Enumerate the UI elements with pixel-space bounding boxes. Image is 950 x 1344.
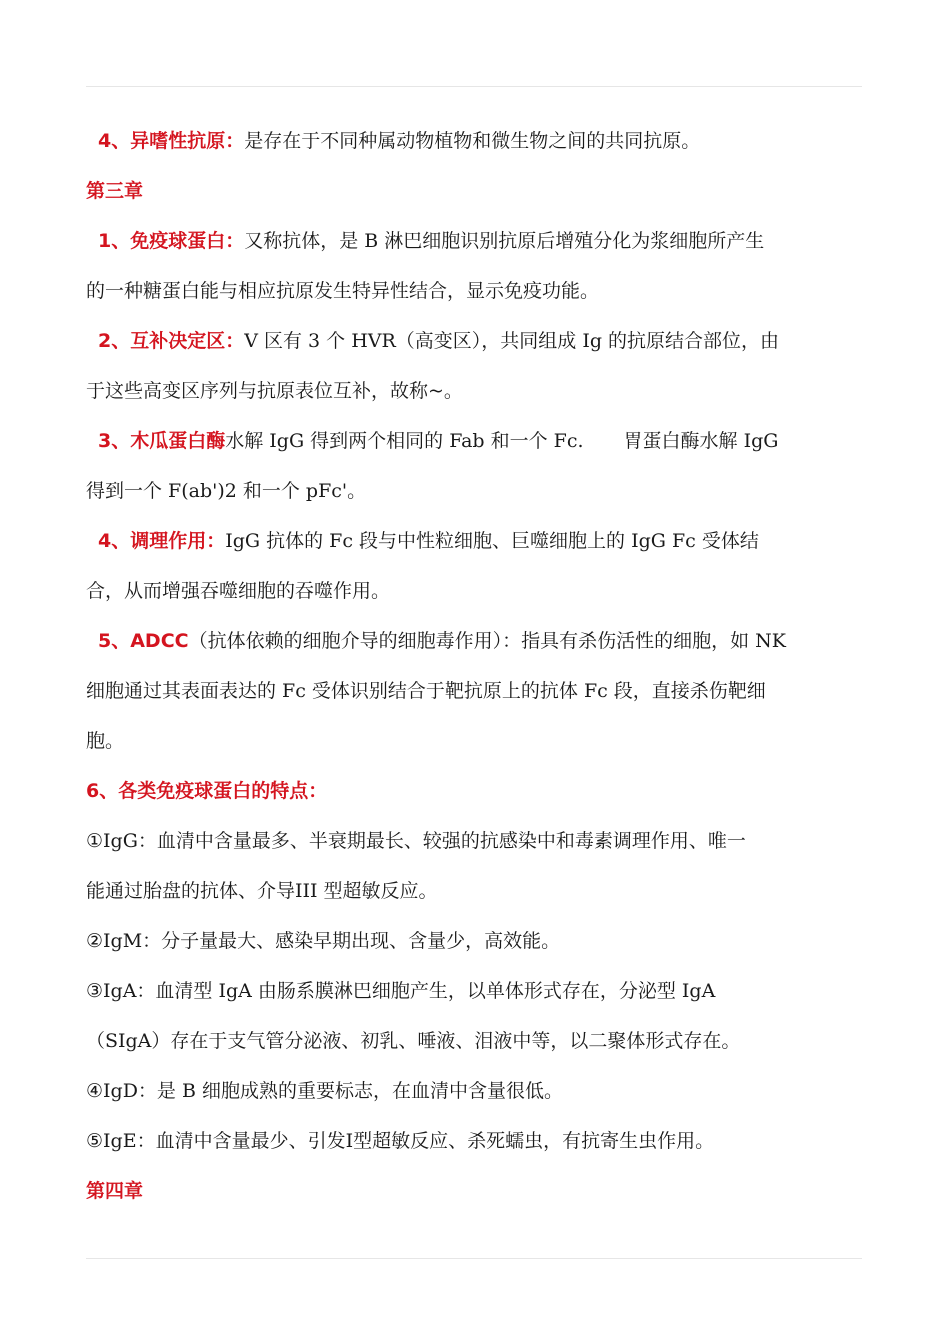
opsonization-paragraph [86, 516, 862, 566]
cdr-text-2: 于这些高变区序列与抗原表位互补，故称~。 [86, 380, 463, 402]
igg-text-2: 能通过胎盘的抗体、介导ⅠII 型超敏反应。 [86, 880, 438, 902]
adcc-text-2: 细胞通过其表面表达的 Fc 受体识别结合于靶抗原上的抗体 Fc 段，直接杀伤靶细 [86, 680, 766, 702]
immunoglobulin-text-1: 又称抗体，是 B 淋巴细胞识别抗原后增殖分化为浆细胞所产生 [244, 230, 765, 252]
term-opsonization: 4、调理作用： [98, 530, 226, 552]
ige-text: ⑤IgE：血清中含量最少、引发Ⅰ型超敏反应、杀死蠕虫，有抗寄生虫作用。 [86, 1130, 715, 1152]
adcc-paragraph [86, 616, 862, 666]
adcc-text-1: （抗体依赖的细胞介导的细胞毒作用）：指具有杀伤活性的细胞，如 NK [188, 630, 786, 652]
papain-paragraph [86, 416, 862, 466]
papain-text-2: 得到一个 F(ab')2 和一个 pFc'。 [86, 480, 367, 502]
chapter-4-heading: 第四章 [86, 1180, 144, 1202]
igm-text: ②IgM：分子量最大、感染早期出现、含量少，高效能。 [86, 930, 561, 952]
igg-text-1: ①IgG：血清中含量最多、半衰期最长、较强的抗感染中和毒素调理作用、唯一 [86, 830, 746, 852]
term-cdr: 2、互补决定区： [98, 330, 245, 352]
iga-text-1: ③IgA：血清型 IgA 由肠系膜淋巴细胞产生，以单体形式存在，分泌型 IgA [86, 980, 716, 1002]
immunoglobulin-paragraph [86, 216, 862, 266]
ig-classes-heading: 6、各类免疫球蛋白的特点： [86, 780, 328, 802]
top-divider [86, 86, 862, 87]
papain-text-1a: 水解 IgG 得到两个相同的 Fab 和一个 Fc. [225, 430, 584, 452]
adcc-text-3: 胞。 [86, 730, 125, 752]
pepsin-text: 胃蛋白酶水解 IgG [623, 430, 779, 452]
immunoglobulin-text-2: 的一种糖蛋白能与相应抗原发生特异性结合，显示免疫功能。 [86, 280, 600, 302]
iga-text-2: （SIgA）存在于支气管分泌液、初乳、唾液、泪液中等，以二聚体形式存在。 [86, 1030, 741, 1052]
cdr-text-1: V 区有 3 个 HVR（高变区），共同组成 Ig 的抗原结合部位，由 [244, 330, 780, 352]
term-immunoglobulin: 1、免疫球蛋白： [98, 230, 245, 252]
term-papain: 3、木瓜蛋白酶 [98, 430, 226, 452]
opsonization-text-2: 合，从而增强吞噬细胞的吞噬作用。 [86, 580, 391, 602]
heterophil-antigen-paragraph [86, 116, 862, 166]
opsonization-text-1: IgG 抗体的 Fc 段与中性粒细胞、巨噬细胞上的 IgG Fc 受体结 [225, 530, 759, 552]
chapter-3-heading: 第三章 [86, 180, 144, 202]
cdr-paragraph [86, 316, 862, 366]
igd-text: ④IgD：是 B 细胞成熟的重要标志，在血清中含量很低。 [86, 1080, 563, 1102]
document-body [86, 116, 862, 1216]
heterophil-antigen-text: 是存在于不同种属动物植物和微生物之间的共同抗原。 [244, 130, 701, 152]
bottom-divider [86, 1258, 862, 1259]
term-heterophil-antigen: 4、异嗜性抗原： [98, 130, 245, 152]
term-adcc: 5、ADCC [98, 630, 189, 652]
